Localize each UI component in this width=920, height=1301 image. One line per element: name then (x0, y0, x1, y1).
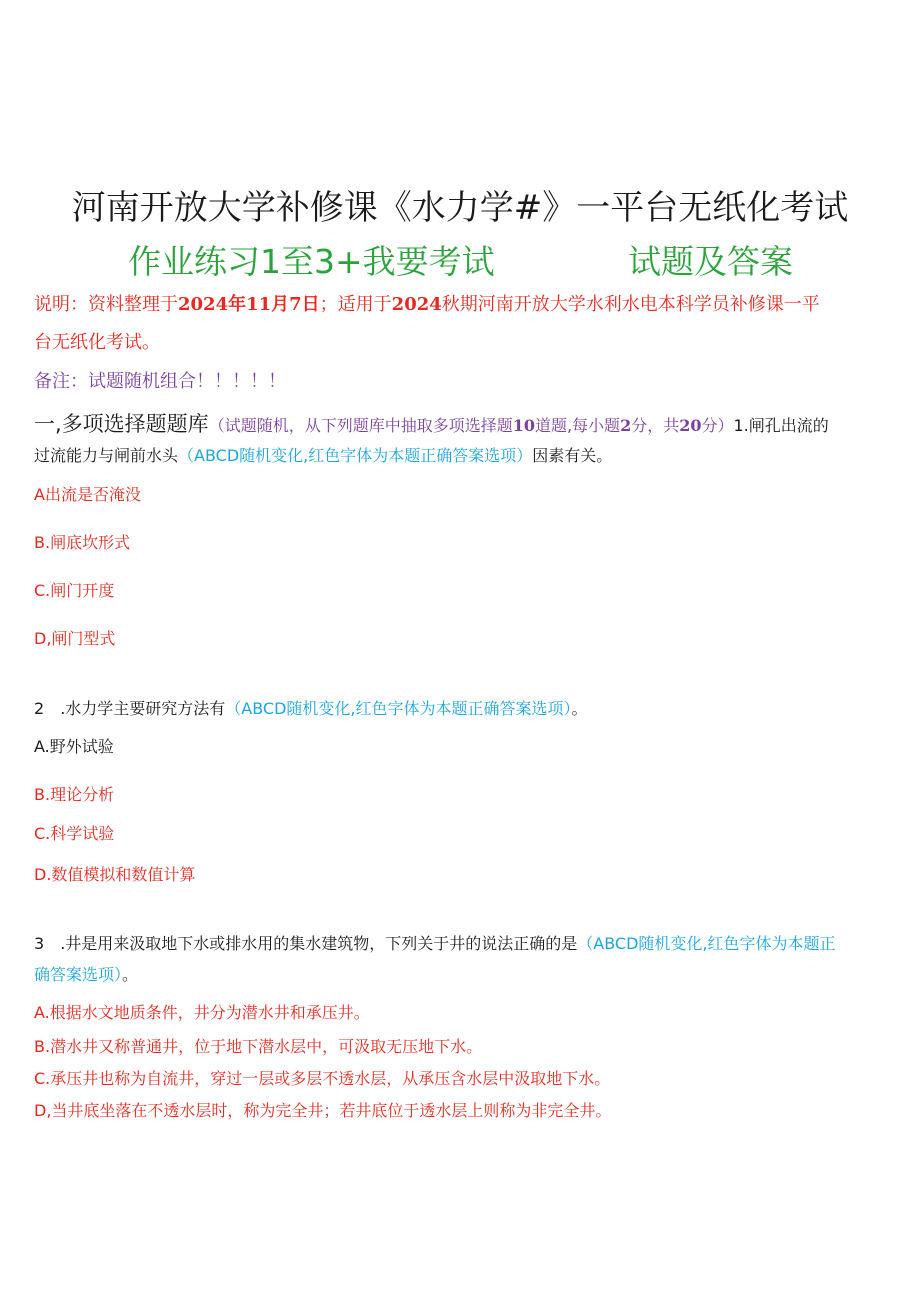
section-instruction-b: 道题,每小题 (534, 416, 621, 435)
q3-stem-line-2 (34, 962, 138, 985)
q3-number: 3 (34, 934, 45, 953)
note-text-c: 秋期河南开放大学水利水电本科学员补修课一平 (441, 294, 820, 315)
q1-stem-c: 因素有关。 (532, 446, 613, 465)
q3-option-a: A.根据水文地质条件，井分为潜水井和承压井。 (34, 1003, 370, 1022)
subtitle-left: 作业练习1至3+我要考试 (128, 242, 495, 281)
q1-hint: （ABCD随机变化,红色字体为本题正确答案选项） (178, 446, 533, 465)
section-score: 2 (620, 416, 632, 435)
q1-option-d: D,闸门型式 (34, 629, 116, 648)
q1-option-c: C.闸门开度 (34, 581, 115, 600)
section-total: 20 (679, 416, 702, 435)
section-count: 10 (512, 416, 535, 435)
q1-option-b: B.闸底坎形式 (34, 533, 131, 552)
q2-option-a: A.野外试验 (34, 737, 114, 756)
q2-stem-end: 。 (571, 699, 588, 718)
q1-stem-line (34, 443, 612, 466)
note-text-b: ；适用于 (319, 294, 392, 315)
q1-stem-a: 1.闸孔出流的 (733, 416, 829, 435)
q3-hint-b: 确答案选项） (34, 965, 123, 984)
q3-hint-a: （ABCD随机变化,红色字体为本题正 (577, 934, 836, 953)
q1-option-a: A出流是否淹没 (34, 485, 141, 504)
q3-stem: .井是用来汲取地下水或排水用的集水建筑物，下列关于井的说法正确的是 (60, 934, 578, 953)
remark: 备注：试题随机组合！！！！！ (34, 371, 286, 392)
q2-hint: （ABCD随机变化,红色字体为本题正确答案选项） (225, 699, 572, 718)
q2-option-b: B.理论分析 (34, 785, 115, 804)
note-line-1 (34, 290, 820, 316)
subtitle-right: 试题及答案 (628, 242, 793, 281)
section-instruction-d: 分） (701, 416, 734, 435)
section-heading: 一,多项选择题题库 (34, 412, 209, 436)
q2-stem: .水力学主要研究方法有 (60, 699, 226, 718)
q3-stem-end: 。 (122, 965, 139, 984)
q3-option-d: D,当井底坐落在不透水层时，称为完全井；若井底位于透水层上则称为非完全井。 (34, 1101, 612, 1120)
q1-stem-b: 过流能力与闸前水头 (34, 446, 179, 465)
q2-number: 2 (34, 699, 45, 718)
note-date: 2024年11月7日 (178, 294, 320, 315)
note-line-2: 台无纸化考试。 (34, 332, 160, 353)
section-header (34, 408, 829, 438)
q3-option-b: B.潜水井又称普通井，位于地下潜水层中，可汲取无压地下水。 (34, 1037, 483, 1056)
section-instruction-a: （试题随机，从下列题库中抽取多项选择题 (208, 416, 513, 435)
q2-option-c: C.科学试验 (34, 824, 115, 843)
q3-option-c: C.承压井也称为自流井，穿过一层或多层不透水层，从承压含水层中汲取地下水。 (34, 1069, 611, 1088)
note-text-a: 说明：资料整理于 (34, 294, 178, 315)
q3-stem-line (34, 931, 836, 954)
q2-stem-line (34, 696, 588, 719)
q2-option-d: D.数值模拟和数值计算 (34, 865, 196, 884)
document-title: 河南开放大学补修课《水力学#》一平台无纸化考试 (71, 188, 849, 228)
section-instruction-c: 分，共 (631, 416, 680, 435)
note-term: 2024 (391, 294, 442, 315)
